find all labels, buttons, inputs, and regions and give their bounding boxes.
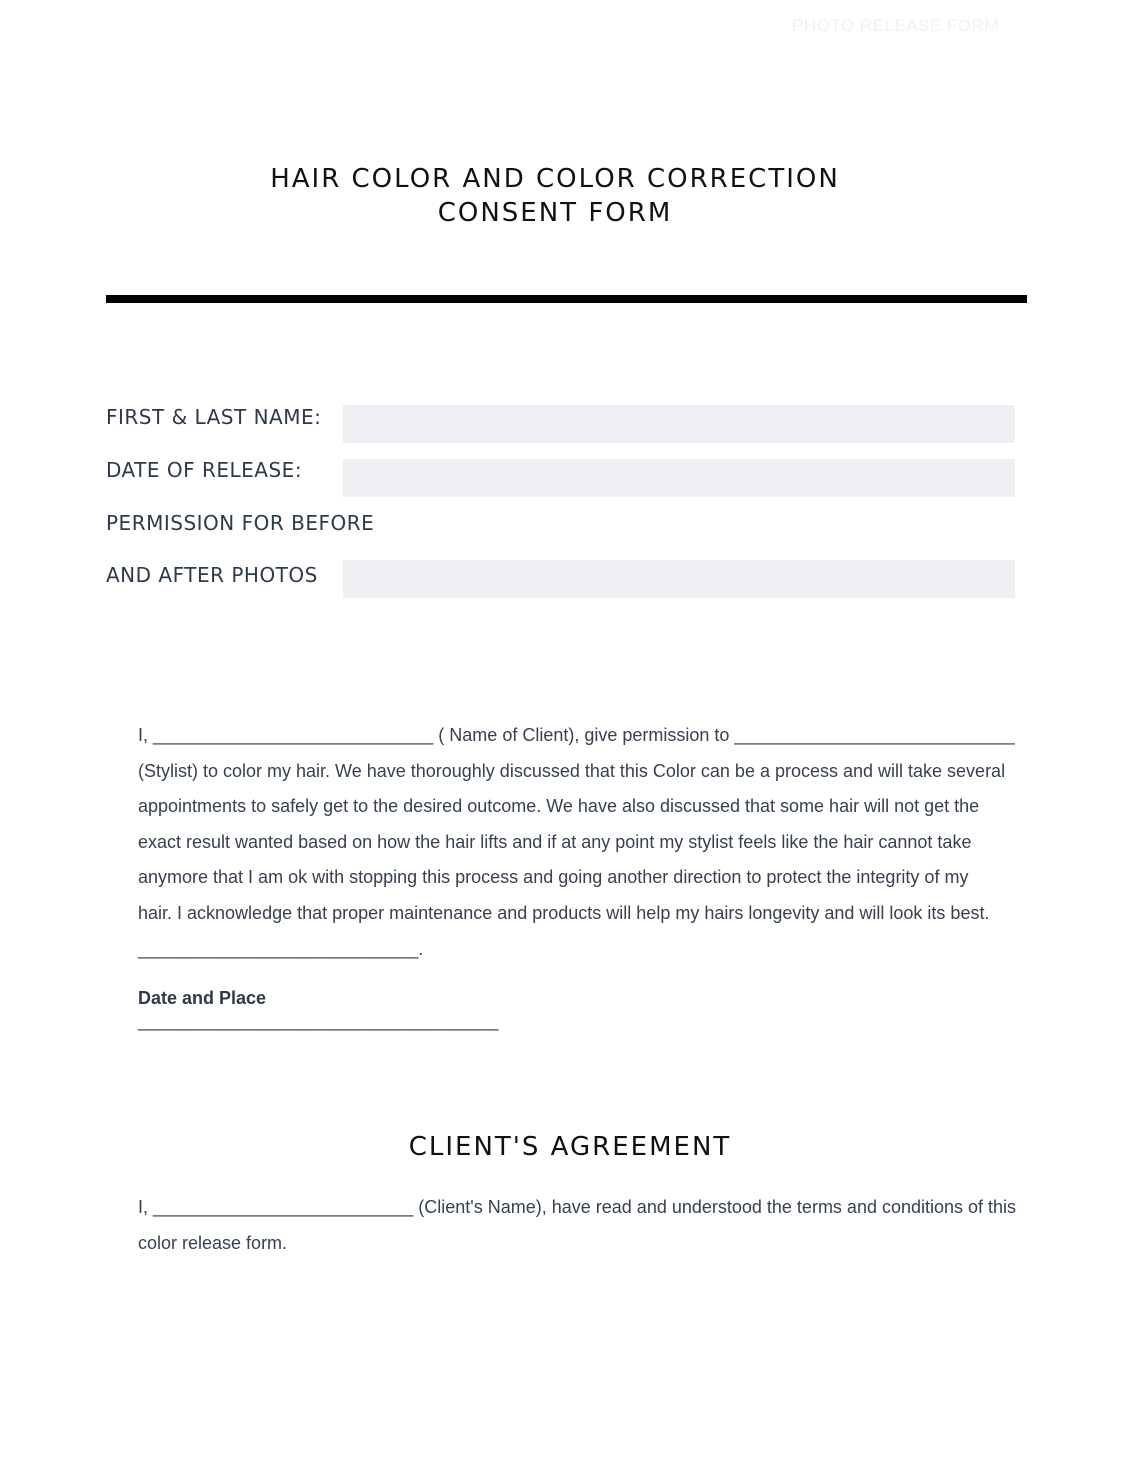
title-divider [106, 295, 1027, 303]
date-place-line: ____________________________________ [138, 1011, 499, 1031]
name-label: FIRST & LAST NAME: [106, 405, 322, 429]
consent-line: exact result wanted based on how the hair lifts and if at any point my stylist feels like the hair cannot take [138, 831, 972, 852]
date-label: DATE OF RELEASE: [106, 458, 303, 482]
consent-line: ____________________________. [138, 938, 424, 959]
agreement-line: color release form. [138, 1232, 288, 1253]
consent-line: hair. I acknowledge that proper maintenance and products will help my hairs longevity and will look its best. [138, 902, 990, 923]
consent-line: I, ____________________________ ( Name of Client), give permission to ____________________________ [138, 725, 1015, 745]
page-title-line2: CONSENT FORM [437, 198, 673, 228]
consent-line: appointments to safely get to the desired outcome. We have also discussed that some hair will not get the [138, 796, 980, 817]
agreement-line: I, __________________________ (Client's Name), have read and understood the terms and conditions of this [138, 1197, 1017, 1217]
page-title-line1: HAIR COLOR AND COLOR CORRECTION [270, 164, 840, 194]
header-tag: PHOTO RELEASE FORM [792, 16, 1000, 35]
permission-label-line2: AND AFTER PHOTOS [106, 563, 318, 587]
name-field[interactable] [343, 405, 1015, 443]
consent-line: (Stylist) to color my hair. We have thoroughly discussed that this Color can be a process and will take several [138, 760, 1006, 781]
agreement-paragraph [138, 1190, 1018, 1261]
permission-label-line1: PERMISSION FOR BEFORE [106, 511, 375, 535]
consent-paragraph [138, 718, 1018, 967]
date-place-label: Date and Place [138, 988, 267, 1008]
consent-line: anymore that I am ok with stopping this process and going another direction to protect the integrity of my [138, 867, 969, 888]
date-field[interactable] [343, 459, 1015, 497]
agreement-title: CLIENT'S AGREEMENT [408, 1132, 732, 1162]
permission-field[interactable] [343, 560, 1015, 598]
page-title [0, 162, 1110, 230]
